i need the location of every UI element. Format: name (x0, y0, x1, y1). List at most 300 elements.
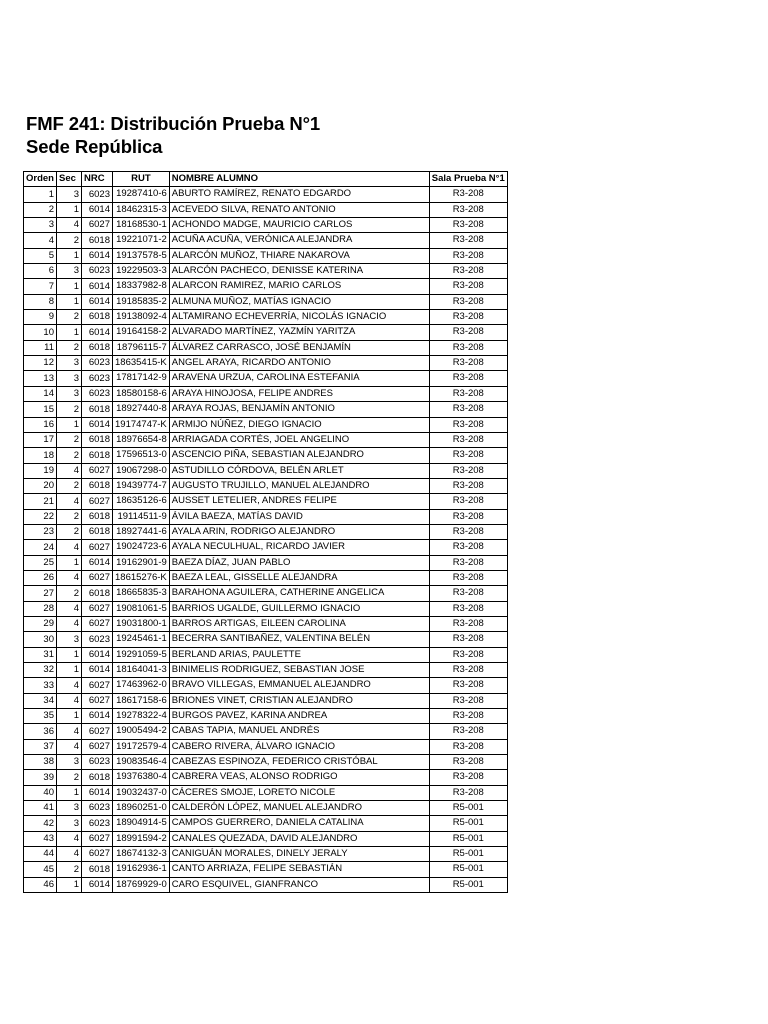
sec-cell: 3 (57, 632, 82, 647)
sala-cell: R3-208 (429, 340, 507, 355)
rut-cell: 19164158-2 (113, 325, 170, 340)
orden-cell: 15 (24, 402, 57, 417)
sala-cell: R3-208 (429, 770, 507, 785)
rut-cell: 18164041-3 (113, 663, 170, 678)
table-row (24, 647, 508, 662)
name-cell: BRAVO VILLEGAS, EMMANUEL ALEJANDRO (169, 678, 429, 693)
sec-cell: 1 (57, 279, 82, 294)
sec-cell: 1 (57, 647, 82, 662)
name-cell: CABRERA VEAS, ALONSO RODRIGO (169, 770, 429, 785)
sec-cell: 3 (57, 187, 82, 202)
table-row (24, 524, 508, 539)
nrc-cell: 6014 (82, 647, 113, 662)
table-row (24, 463, 508, 478)
table-header-row (24, 172, 508, 187)
table-row (24, 310, 508, 325)
sec-cell: 3 (57, 356, 82, 371)
header-orden: Orden (24, 172, 57, 187)
rut-cell: 18927440-8 (113, 402, 170, 417)
name-cell: ALVARADO MARTÍNEZ, YAZMÍN YARITZA (169, 325, 429, 340)
table-row (24, 877, 508, 892)
sala-cell: R3-208 (429, 402, 507, 417)
nrc-cell: 6014 (82, 325, 113, 340)
sec-cell: 1 (57, 294, 82, 309)
name-cell: BRIONES VINET, CRISTIAN ALEJANDRO (169, 693, 429, 708)
table-row (24, 356, 508, 371)
table-row (24, 218, 508, 233)
rut-cell: 18635415-K (113, 356, 170, 371)
sala-cell: R3-208 (429, 202, 507, 217)
sala-cell: R5-001 (429, 847, 507, 862)
orden-cell: 31 (24, 647, 57, 662)
table-row (24, 340, 508, 355)
nrc-cell: 6018 (82, 340, 113, 355)
sec-cell: 1 (57, 785, 82, 800)
nrc-cell: 6014 (82, 663, 113, 678)
name-cell: ABURTO RAMÍREZ, RENATO EDGARDO (169, 187, 429, 202)
orden-cell: 12 (24, 356, 57, 371)
sala-cell: R3-208 (429, 693, 507, 708)
sec-cell: 3 (57, 264, 82, 279)
rut-cell: 19024723-6 (113, 540, 170, 555)
nrc-cell: 6014 (82, 248, 113, 263)
rut-cell: 19376380-4 (113, 770, 170, 785)
sec-cell: 2 (57, 770, 82, 785)
orden-cell: 43 (24, 831, 57, 846)
sec-cell: 4 (57, 616, 82, 631)
table-row (24, 233, 508, 248)
table-row (24, 693, 508, 708)
sala-cell: R3-208 (429, 187, 507, 202)
orden-cell: 20 (24, 478, 57, 493)
table-row (24, 739, 508, 754)
table-row (24, 494, 508, 509)
header-sec: Sec (57, 172, 82, 187)
table-row (24, 264, 508, 279)
orden-cell: 30 (24, 632, 57, 647)
sec-cell: 4 (57, 218, 82, 233)
table-row (24, 586, 508, 601)
sec-cell: 2 (57, 432, 82, 447)
sec-cell: 1 (57, 325, 82, 340)
table-row (24, 325, 508, 340)
nrc-cell: 6023 (82, 356, 113, 371)
sala-cell: R3-208 (429, 555, 507, 570)
nrc-cell: 6023 (82, 371, 113, 386)
rut-cell: 17463962-0 (113, 678, 170, 693)
table-row (24, 632, 508, 647)
name-cell: ASCENCIO PIÑA, SEBASTIAN ALEJANDRO (169, 448, 429, 463)
name-cell: CANALES QUEZADA, DAVID ALEJANDRO (169, 831, 429, 846)
nrc-cell: 6014 (82, 785, 113, 800)
orden-cell: 33 (24, 678, 57, 693)
sala-cell: R3-208 (429, 279, 507, 294)
name-cell: CANIGUÁN MORALES, DINELY JERALY (169, 847, 429, 862)
table-row (24, 616, 508, 631)
name-cell: ACHONDO MADGE, MAURICIO CARLOS (169, 218, 429, 233)
name-cell: BINIMELIS RODRIGUEZ, SEBASTIAN JOSE (169, 663, 429, 678)
title-line-1: FMF 241: Distribución Prueba N°1 (26, 113, 321, 134)
sec-cell: 2 (57, 448, 82, 463)
table-row (24, 847, 508, 862)
name-cell: ACEVEDO SILVA, RENATO ANTONIO (169, 202, 429, 217)
sala-cell: R3-208 (429, 448, 507, 463)
sec-cell: 2 (57, 586, 82, 601)
sec-cell: 4 (57, 693, 82, 708)
rut-cell: 19031800-1 (113, 616, 170, 631)
rut-cell: 18991594-2 (113, 831, 170, 846)
name-cell: ÁLVAREZ CARRASCO, JOSÉ BENJAMÍN (169, 340, 429, 355)
sala-cell: R3-208 (429, 524, 507, 539)
nrc-cell: 6023 (82, 632, 113, 647)
name-cell: BAEZA DÍAZ, JUAN PABLO (169, 555, 429, 570)
orden-cell: 39 (24, 770, 57, 785)
orden-cell: 45 (24, 862, 57, 877)
nrc-cell: 6023 (82, 264, 113, 279)
sala-cell: R3-208 (429, 755, 507, 770)
nrc-cell: 6018 (82, 478, 113, 493)
nrc-cell: 6023 (82, 816, 113, 831)
sala-cell: R3-208 (429, 739, 507, 754)
sec-cell: 2 (57, 402, 82, 417)
table-row (24, 570, 508, 585)
sec-cell: 3 (57, 755, 82, 770)
name-cell: AUSSET LETELIER, ANDRES FELIPE (169, 494, 429, 509)
sala-cell: R3-208 (429, 432, 507, 447)
sala-cell: R3-208 (429, 325, 507, 340)
sala-cell: R3-208 (429, 417, 507, 432)
orden-cell: 26 (24, 570, 57, 585)
rut-cell: 18674132-3 (113, 847, 170, 862)
name-cell: ASTUDILLO CÓRDOVA, BELÉN ARLET (169, 463, 429, 478)
orden-cell: 24 (24, 540, 57, 555)
rut-cell: 18927441-6 (113, 524, 170, 539)
rut-cell: 18904914-5 (113, 816, 170, 831)
sala-cell: R3-208 (429, 463, 507, 478)
sec-cell: 1 (57, 709, 82, 724)
nrc-cell: 6014 (82, 417, 113, 432)
nrc-cell: 6018 (82, 448, 113, 463)
sec-cell: 2 (57, 310, 82, 325)
header-rut: RUT (113, 172, 170, 187)
name-cell: CABAS TAPIA, MANUEL ANDRÉS (169, 724, 429, 739)
rut-cell: 18960251-0 (113, 801, 170, 816)
name-cell: AYALA ARIN, RODRIGO ALEJANDRO (169, 524, 429, 539)
nrc-cell: 6023 (82, 801, 113, 816)
table-row (24, 432, 508, 447)
orden-cell: 6 (24, 264, 57, 279)
orden-cell: 4 (24, 233, 57, 248)
nrc-cell: 6018 (82, 402, 113, 417)
orden-cell: 5 (24, 248, 57, 263)
name-cell: ARMIJO NÚÑEZ, DIEGO IGNACIO (169, 417, 429, 432)
name-cell: ARAYA HINOJOSA, FELIPE ANDRES (169, 386, 429, 401)
table-row (24, 248, 508, 263)
orden-cell: 36 (24, 724, 57, 739)
name-cell: BURGOS PAVEZ, KARINA ANDREA (169, 709, 429, 724)
rut-cell: 19081061-5 (113, 601, 170, 616)
orden-cell: 40 (24, 785, 57, 800)
sec-cell: 2 (57, 233, 82, 248)
table-row (24, 709, 508, 724)
rut-cell: 18337982-8 (113, 279, 170, 294)
orden-cell: 29 (24, 616, 57, 631)
table-row (24, 371, 508, 386)
name-cell: BERLAND ARIAS, PAULETTE (169, 647, 429, 662)
sec-cell: 4 (57, 739, 82, 754)
name-cell: ÁVILA BAEZA, MATÍAS DAVID (169, 509, 429, 524)
sec-cell: 4 (57, 494, 82, 509)
name-cell: CABEZAS ESPINOZA, FEDERICO CRISTÓBAL (169, 755, 429, 770)
sala-cell: R3-208 (429, 724, 507, 739)
sec-cell: 1 (57, 663, 82, 678)
sec-cell: 4 (57, 724, 82, 739)
nrc-cell: 6027 (82, 724, 113, 739)
sec-cell: 2 (57, 478, 82, 493)
sala-cell: R3-208 (429, 386, 507, 401)
table-row (24, 187, 508, 202)
name-cell: BARAHONA AGUILERA, CATHERINE ANGELICA (169, 586, 429, 601)
sala-cell: R3-208 (429, 632, 507, 647)
nrc-cell: 6027 (82, 739, 113, 754)
sec-cell: 1 (57, 555, 82, 570)
rut-cell: 19137578-5 (113, 248, 170, 263)
name-cell: ALARCÓN MUÑOZ, THIARE NAKAROVA (169, 248, 429, 263)
rut-cell: 19083546-4 (113, 755, 170, 770)
sala-cell: R3-208 (429, 264, 507, 279)
sec-cell: 4 (57, 463, 82, 478)
rut-cell: 19172579-4 (113, 739, 170, 754)
table-row (24, 678, 508, 693)
orden-cell: 13 (24, 371, 57, 386)
rut-cell: 19162936-1 (113, 862, 170, 877)
rut-cell: 19291059-5 (113, 647, 170, 662)
nrc-cell: 6014 (82, 709, 113, 724)
nrc-cell: 6027 (82, 570, 113, 585)
sec-cell: 4 (57, 570, 82, 585)
name-cell: ALTAMIRANO ECHEVERRÍA, NICOLÁS IGNACIO (169, 310, 429, 325)
sala-cell: R3-208 (429, 709, 507, 724)
sala-cell: R3-208 (429, 294, 507, 309)
orden-cell: 27 (24, 586, 57, 601)
nrc-cell: 6018 (82, 862, 113, 877)
name-cell: CARO ESQUIVEL, GIANFRANCO (169, 877, 429, 892)
rut-cell: 19287410-6 (113, 187, 170, 202)
orden-cell: 22 (24, 509, 57, 524)
title-line-2: Sede República (26, 136, 163, 157)
nrc-cell: 6027 (82, 218, 113, 233)
orden-cell: 19 (24, 463, 57, 478)
name-cell: BAEZA LEAL, GISSELLE ALEJANDRA (169, 570, 429, 585)
sala-cell: R3-208 (429, 310, 507, 325)
orden-cell: 21 (24, 494, 57, 509)
sec-cell: 2 (57, 340, 82, 355)
nrc-cell: 6027 (82, 693, 113, 708)
nrc-cell: 6027 (82, 616, 113, 631)
orden-cell: 16 (24, 417, 57, 432)
nrc-cell: 6018 (82, 524, 113, 539)
table-row (24, 294, 508, 309)
name-cell: AYALA NECULHUAL, RICARDO JAVIER (169, 540, 429, 555)
sec-cell: 4 (57, 540, 82, 555)
nrc-cell: 6027 (82, 463, 113, 478)
nrc-cell: 6027 (82, 540, 113, 555)
table-row (24, 862, 508, 877)
orden-cell: 35 (24, 709, 57, 724)
sec-cell: 3 (57, 386, 82, 401)
sala-cell: R3-208 (429, 785, 507, 800)
sala-cell: R3-208 (429, 586, 507, 601)
table-row (24, 478, 508, 493)
nrc-cell: 6014 (82, 877, 113, 892)
sec-cell: 1 (57, 417, 82, 432)
nrc-cell: 6018 (82, 310, 113, 325)
nrc-cell: 6014 (82, 202, 113, 217)
name-cell: CÁCERES SMOJE, LORETO NICOLE (169, 785, 429, 800)
document-title (26, 112, 320, 158)
header-nrc: NRC (82, 172, 113, 187)
sala-cell: R3-208 (429, 663, 507, 678)
orden-cell: 8 (24, 294, 57, 309)
sec-cell: 4 (57, 601, 82, 616)
table-row (24, 724, 508, 739)
orden-cell: 42 (24, 816, 57, 831)
rut-cell: 19067298-0 (113, 463, 170, 478)
sala-cell: R3-208 (429, 371, 507, 386)
sala-cell: R5-001 (429, 831, 507, 846)
rut-cell: 19138092-4 (113, 310, 170, 325)
rut-cell: 19229503-3 (113, 264, 170, 279)
nrc-cell: 6018 (82, 770, 113, 785)
sala-cell: R3-208 (429, 233, 507, 248)
sala-cell: R3-208 (429, 570, 507, 585)
sec-cell: 1 (57, 877, 82, 892)
table-row (24, 755, 508, 770)
name-cell: CANTO ARRIAZA, FELIPE SEBASTIÁN (169, 862, 429, 877)
table-row (24, 509, 508, 524)
rut-cell: 19221071-2 (113, 233, 170, 248)
nrc-cell: 6027 (82, 831, 113, 846)
nrc-cell: 6014 (82, 294, 113, 309)
sala-cell: R3-208 (429, 478, 507, 493)
rut-cell: 19245461-1 (113, 632, 170, 647)
orden-cell: 10 (24, 325, 57, 340)
sec-cell: 1 (57, 248, 82, 263)
orden-cell: 38 (24, 755, 57, 770)
rut-cell: 19114511-9 (113, 509, 170, 524)
sec-cell: 3 (57, 371, 82, 386)
table-row (24, 417, 508, 432)
name-cell: BARRIOS UGALDE, GUILLERMO IGNACIO (169, 601, 429, 616)
sec-cell: 3 (57, 801, 82, 816)
sec-cell: 2 (57, 862, 82, 877)
orden-cell: 3 (24, 218, 57, 233)
nrc-cell: 6023 (82, 187, 113, 202)
nrc-cell: 6014 (82, 279, 113, 294)
orden-cell: 37 (24, 739, 57, 754)
name-cell: ARAYA ROJAS, BENJAMÍN ANTONIO (169, 402, 429, 417)
name-cell: ALMUNA MUÑOZ, MATÍAS IGNACIO (169, 294, 429, 309)
rut-cell: 18168530-1 (113, 218, 170, 233)
sec-cell: 2 (57, 509, 82, 524)
rut-cell: 17817142-9 (113, 371, 170, 386)
sec-cell: 1 (57, 202, 82, 217)
sala-cell: R3-208 (429, 540, 507, 555)
name-cell: CAMPOS GUERRERO, DANIELA CATALINA (169, 816, 429, 831)
sec-cell: 4 (57, 678, 82, 693)
nrc-cell: 6018 (82, 509, 113, 524)
orden-cell: 14 (24, 386, 57, 401)
table-row (24, 402, 508, 417)
name-cell: ARAVENA URZUA, CAROLINA ESTEFANIA (169, 371, 429, 386)
name-cell: ALARCON RAMIREZ, MARIO CARLOS (169, 279, 429, 294)
rut-cell: 19005494-2 (113, 724, 170, 739)
nrc-cell: 6027 (82, 601, 113, 616)
sala-cell: R3-208 (429, 356, 507, 371)
rut-cell: 18615276-K (113, 570, 170, 585)
sala-cell: R3-208 (429, 616, 507, 631)
rut-cell: 18976654-8 (113, 432, 170, 447)
nrc-cell: 6027 (82, 847, 113, 862)
table-row (24, 540, 508, 555)
sala-cell: R3-208 (429, 248, 507, 263)
table-row (24, 601, 508, 616)
sala-cell: R5-001 (429, 862, 507, 877)
sala-cell: R5-001 (429, 816, 507, 831)
rut-cell: 18665835-3 (113, 586, 170, 601)
sala-cell: R3-208 (429, 494, 507, 509)
nrc-cell: 6023 (82, 386, 113, 401)
rut-cell: 18617158-6 (113, 693, 170, 708)
orden-cell: 32 (24, 663, 57, 678)
sala-cell: R5-001 (429, 801, 507, 816)
name-cell: ANGEL ARAYA, RICARDO ANTONIO (169, 356, 429, 371)
sec-cell: 3 (57, 816, 82, 831)
table-row (24, 386, 508, 401)
table-row (24, 801, 508, 816)
rut-cell: 19032437-0 (113, 785, 170, 800)
orden-cell: 18 (24, 448, 57, 463)
orden-cell: 11 (24, 340, 57, 355)
name-cell: ACUÑA ACUÑA, VERÓNICA ALEJANDRA (169, 233, 429, 248)
rut-cell: 19185835-2 (113, 294, 170, 309)
sala-cell: R5-001 (429, 877, 507, 892)
name-cell: BARROS ARTIGAS, EILEEN CAROLINA (169, 616, 429, 631)
table-row (24, 279, 508, 294)
sec-cell: 4 (57, 847, 82, 862)
rut-cell: 18580158-6 (113, 386, 170, 401)
sec-cell: 2 (57, 524, 82, 539)
orden-cell: 17 (24, 432, 57, 447)
orden-cell: 34 (24, 693, 57, 708)
orden-cell: 41 (24, 801, 57, 816)
orden-cell: 44 (24, 847, 57, 862)
rut-cell: 19174747-K (113, 417, 170, 432)
nrc-cell: 6018 (82, 233, 113, 248)
rut-cell: 18769929-0 (113, 877, 170, 892)
nrc-cell: 6018 (82, 432, 113, 447)
orden-cell: 1 (24, 187, 57, 202)
sala-cell: R3-208 (429, 601, 507, 616)
orden-cell: 9 (24, 310, 57, 325)
name-cell: AUGUSTO TRUJILLO, MANUEL ALEJANDRO (169, 478, 429, 493)
rut-cell: 18462315-3 (113, 202, 170, 217)
orden-cell: 25 (24, 555, 57, 570)
rut-cell: 18635126-6 (113, 494, 170, 509)
table-row (24, 785, 508, 800)
orden-cell: 28 (24, 601, 57, 616)
nrc-cell: 6023 (82, 755, 113, 770)
